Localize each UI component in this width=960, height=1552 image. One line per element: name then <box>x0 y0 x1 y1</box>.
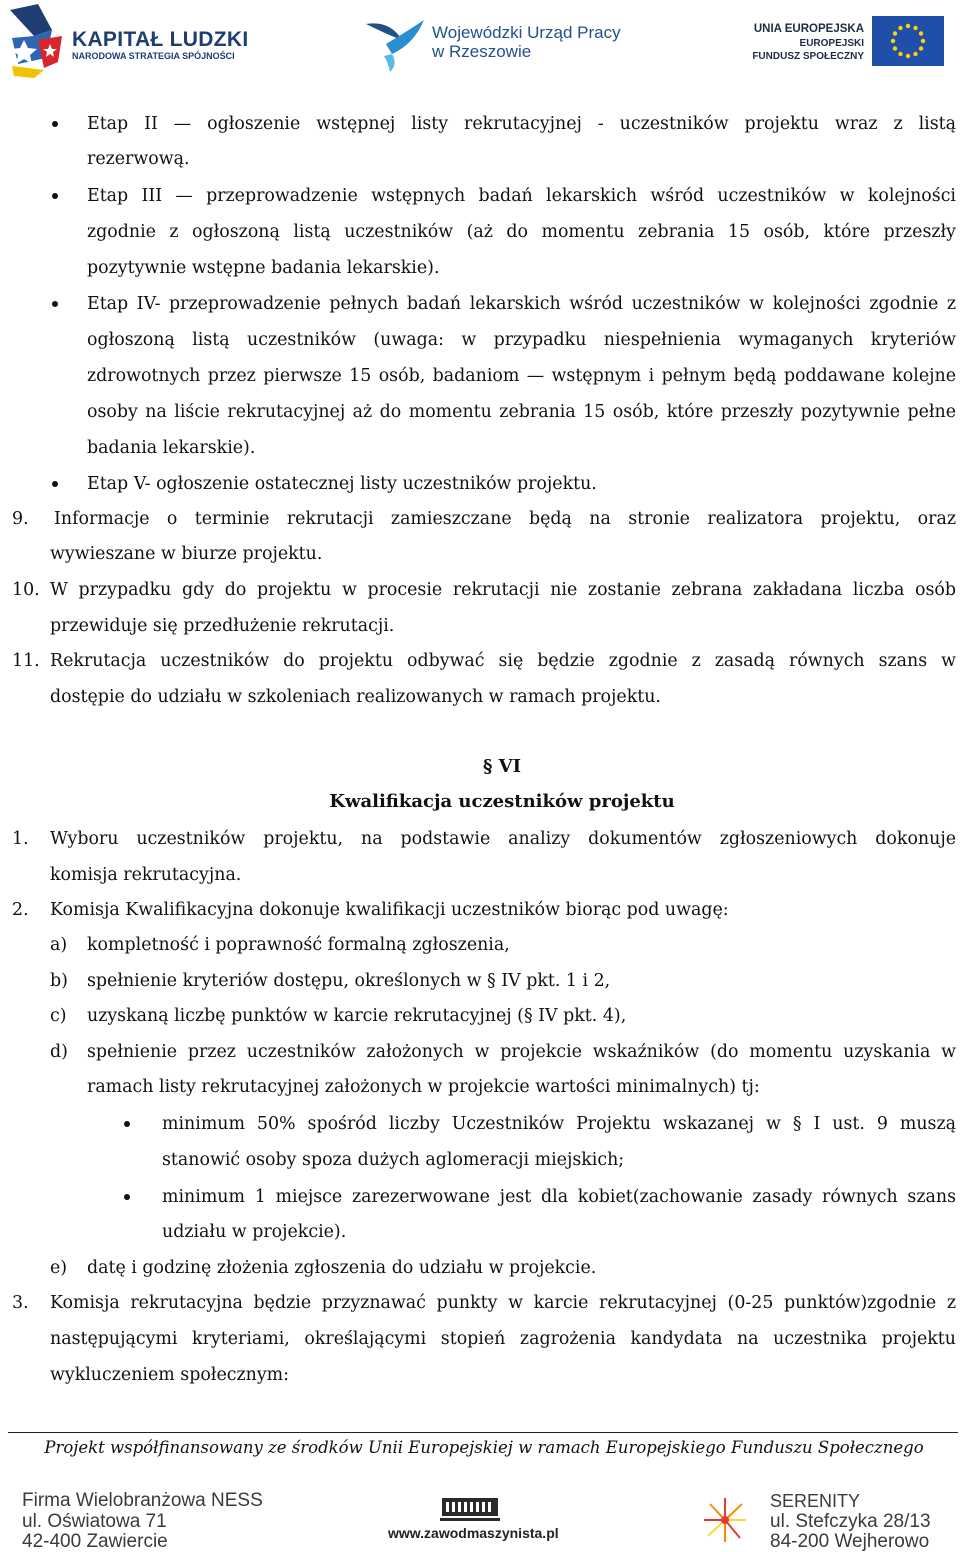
text-line: Etap V- ogłoszenie ostatecznej listy uczestników projektu. <box>87 474 597 494</box>
bullet-icon <box>52 301 58 307</box>
eu-flag-icon <box>872 16 944 66</box>
text-line: dostępie do udziału w szkoleniach realizowanych w ramach projektu. <box>50 687 661 707</box>
kapital-ludzki-emblem-icon <box>4 0 66 80</box>
header-logos <box>0 0 960 80</box>
text-line: Etap III — przeprowadzenie wstępnych badań lekarskich wśród uczestników w kolejności <box>87 186 956 206</box>
text-line: zdrowotnych przez pierwsze 15 osób, badaniom — wstępnym i pełnym będą poddawane kolejne <box>87 366 956 386</box>
eu-line1: UNIA EUROPEJSKA <box>753 23 864 35</box>
list-letter: b) <box>50 971 68 991</box>
bullet-icon <box>52 121 58 127</box>
text-line: minimum 50% spośród liczby Uczestników Projektu wskazanej w § I ust. 9 muszą <box>162 1114 956 1134</box>
text-line: rezerwową. <box>87 149 190 169</box>
text-line: uzyskaną liczbę punktów w karcie rekrutacyjnej (§ IV pkt. 4), <box>87 1006 627 1026</box>
list-number: 9. <box>12 509 29 529</box>
text-line: pozytywnie wstępne badania lekarskie). <box>87 258 440 278</box>
text-line: ramach listy rekrutacyjnej założonych w projekcie wartości minimalnych) tj: <box>87 1077 760 1097</box>
text-line: osoby na liście rekrutacyjnej aż do momentu zebrania 15 osób, które przeszły pozytywnie pełne <box>87 402 956 422</box>
footer-divider <box>8 1432 958 1433</box>
text-line: następującymi kryteriami, określającymi stopień zagrożenia kandydata na uczestnika projektu <box>50 1329 956 1349</box>
text-line: przewiduje się przedłużenie rekrutacji. <box>50 616 395 636</box>
text-line: Rekrutacja uczestników do projektu odbywać się będzie zgodnie z zasadą równych szans w <box>50 651 956 671</box>
list-number: 10. <box>12 580 40 600</box>
bullet-icon <box>52 481 58 487</box>
bullet-icon <box>124 1121 130 1127</box>
text-line: kompletność i poprawność formalną zgłoszenia, <box>87 935 510 955</box>
text-line: Wyboru uczestników projektu, na podstawie analizy dokumentów zgłoszeniowych dokonuje <box>50 829 956 849</box>
text-line: Informacje o terminie rekrutacji zamieszczane będą na stronie realizatora projektu, oraz <box>54 509 956 529</box>
sponsor-line: SERENITY <box>770 1491 861 1511</box>
text-line: badania lekarskie). <box>87 438 256 458</box>
wup-name-line2: w Rzeszowie <box>432 42 532 61</box>
footer-text: Projekt współfinansowany ze środków Unii Europejskiej w ramach Europejskiego Funduszu Społecznego <box>44 1438 924 1457</box>
text-line: Komisja Kwalifikacyjna dokonuje kwalifikacji uczestników biorąc pod uwagę: <box>50 900 729 920</box>
list-letter: c) <box>50 1006 67 1026</box>
sponsor-line: 42-400 Zawiercie <box>22 1531 168 1552</box>
list-letter: a) <box>50 935 68 955</box>
list-letter: d) <box>50 1042 68 1062</box>
list-number: 11. <box>12 651 40 671</box>
sponsor-line: 84-200 Wejherowo <box>770 1531 930 1552</box>
list-number: 3. <box>12 1293 29 1313</box>
text-line: Etap II — ogłoszenie wstępnej listy rekrutacyjnej - uczestników projektu wraz z listą <box>87 114 956 134</box>
kapital-ludzki-name: KAPITAŁ LUDZKI <box>72 28 249 51</box>
serenity-fireworks-icon <box>700 1494 750 1546</box>
list-number: 1. <box>12 829 29 849</box>
text-line: W przypadku gdy do projektu w procesie rekrutacji nie zostanie zebrana zakładana liczba osób <box>50 580 956 600</box>
wup-bird-icon <box>362 14 428 74</box>
list-letter: e) <box>50 1258 68 1278</box>
text-line: datę i godzinę złożenia zgłoszenia do udziału w projekcie. <box>87 1258 597 1278</box>
text-line: spełnienie przez uczestników założonych w projekcie wskaźników (do momentu uzyskania w <box>87 1042 956 1062</box>
eu-line3: FUNDUSZ SPOŁECZNY <box>752 51 864 62</box>
text-line: minimum 1 miejsce zarezerwowane jest dla kobiet(zachowanie zasady równych szans <box>162 1187 956 1207</box>
text-line: Etap IV- przeprowadzenie pełnych badań lekarskich wśród uczestników w kolejności zgodnie z <box>87 294 956 314</box>
sponsor-line: ul. Oświatowa 71 <box>22 1511 167 1532</box>
eu-logo <box>752 0 956 80</box>
website-url: www.zawodmaszynista.pl <box>388 1525 559 1541</box>
list-number: 2. <box>12 900 29 920</box>
eu-line2: EUROPEJSKI <box>799 38 864 49</box>
sponsor-line: Firma Wielobranżowa NESS <box>22 1490 263 1511</box>
text-line: spełnienie kryteriów dostępu, określonych w § IV pkt. 1 i 2, <box>87 971 611 991</box>
text-line: zgodnie z ogłoszoną listą uczestników (aż do momentu zebrania 15 osób, które przeszły <box>87 222 956 242</box>
text-line: ogłoszoną listą uczestników (uwaga: w przypadku niespełnienia wymaganych kryteriów <box>87 330 956 350</box>
wup-name-line1: Wojewódzki Urząd Pracy <box>432 23 621 42</box>
locomotive-icon <box>440 1494 500 1524</box>
section-title: Kwalifikacja uczestników projektu <box>329 791 675 812</box>
bullet-icon <box>124 1194 130 1200</box>
text-line: Komisja rekrutacyjna będzie przyznawać punkty w karcie rekrutacyjnej (0-25 punktów)zgodnie z <box>50 1293 956 1313</box>
text-line: wywieszane w biurze projektu. <box>50 544 323 564</box>
sponsor-line: ul. Stefczyka 28/13 <box>770 1511 931 1532</box>
text-line: wykluczeniem społecznym: <box>50 1365 290 1385</box>
kapital-ludzki-logo <box>0 0 250 80</box>
text-line: stanowić osoby spoza dużych aglomeracji miejskich; <box>162 1150 625 1170</box>
text-line: komisja rekrutacyjna. <box>50 865 242 885</box>
bullet-icon <box>52 193 58 199</box>
kapital-ludzki-subtitle: NARODOWA STRATEGIA SPÓJNOŚCI <box>72 51 235 61</box>
section-number: § VI <box>482 756 522 777</box>
text-line: udziału w projekcie). <box>162 1222 347 1242</box>
